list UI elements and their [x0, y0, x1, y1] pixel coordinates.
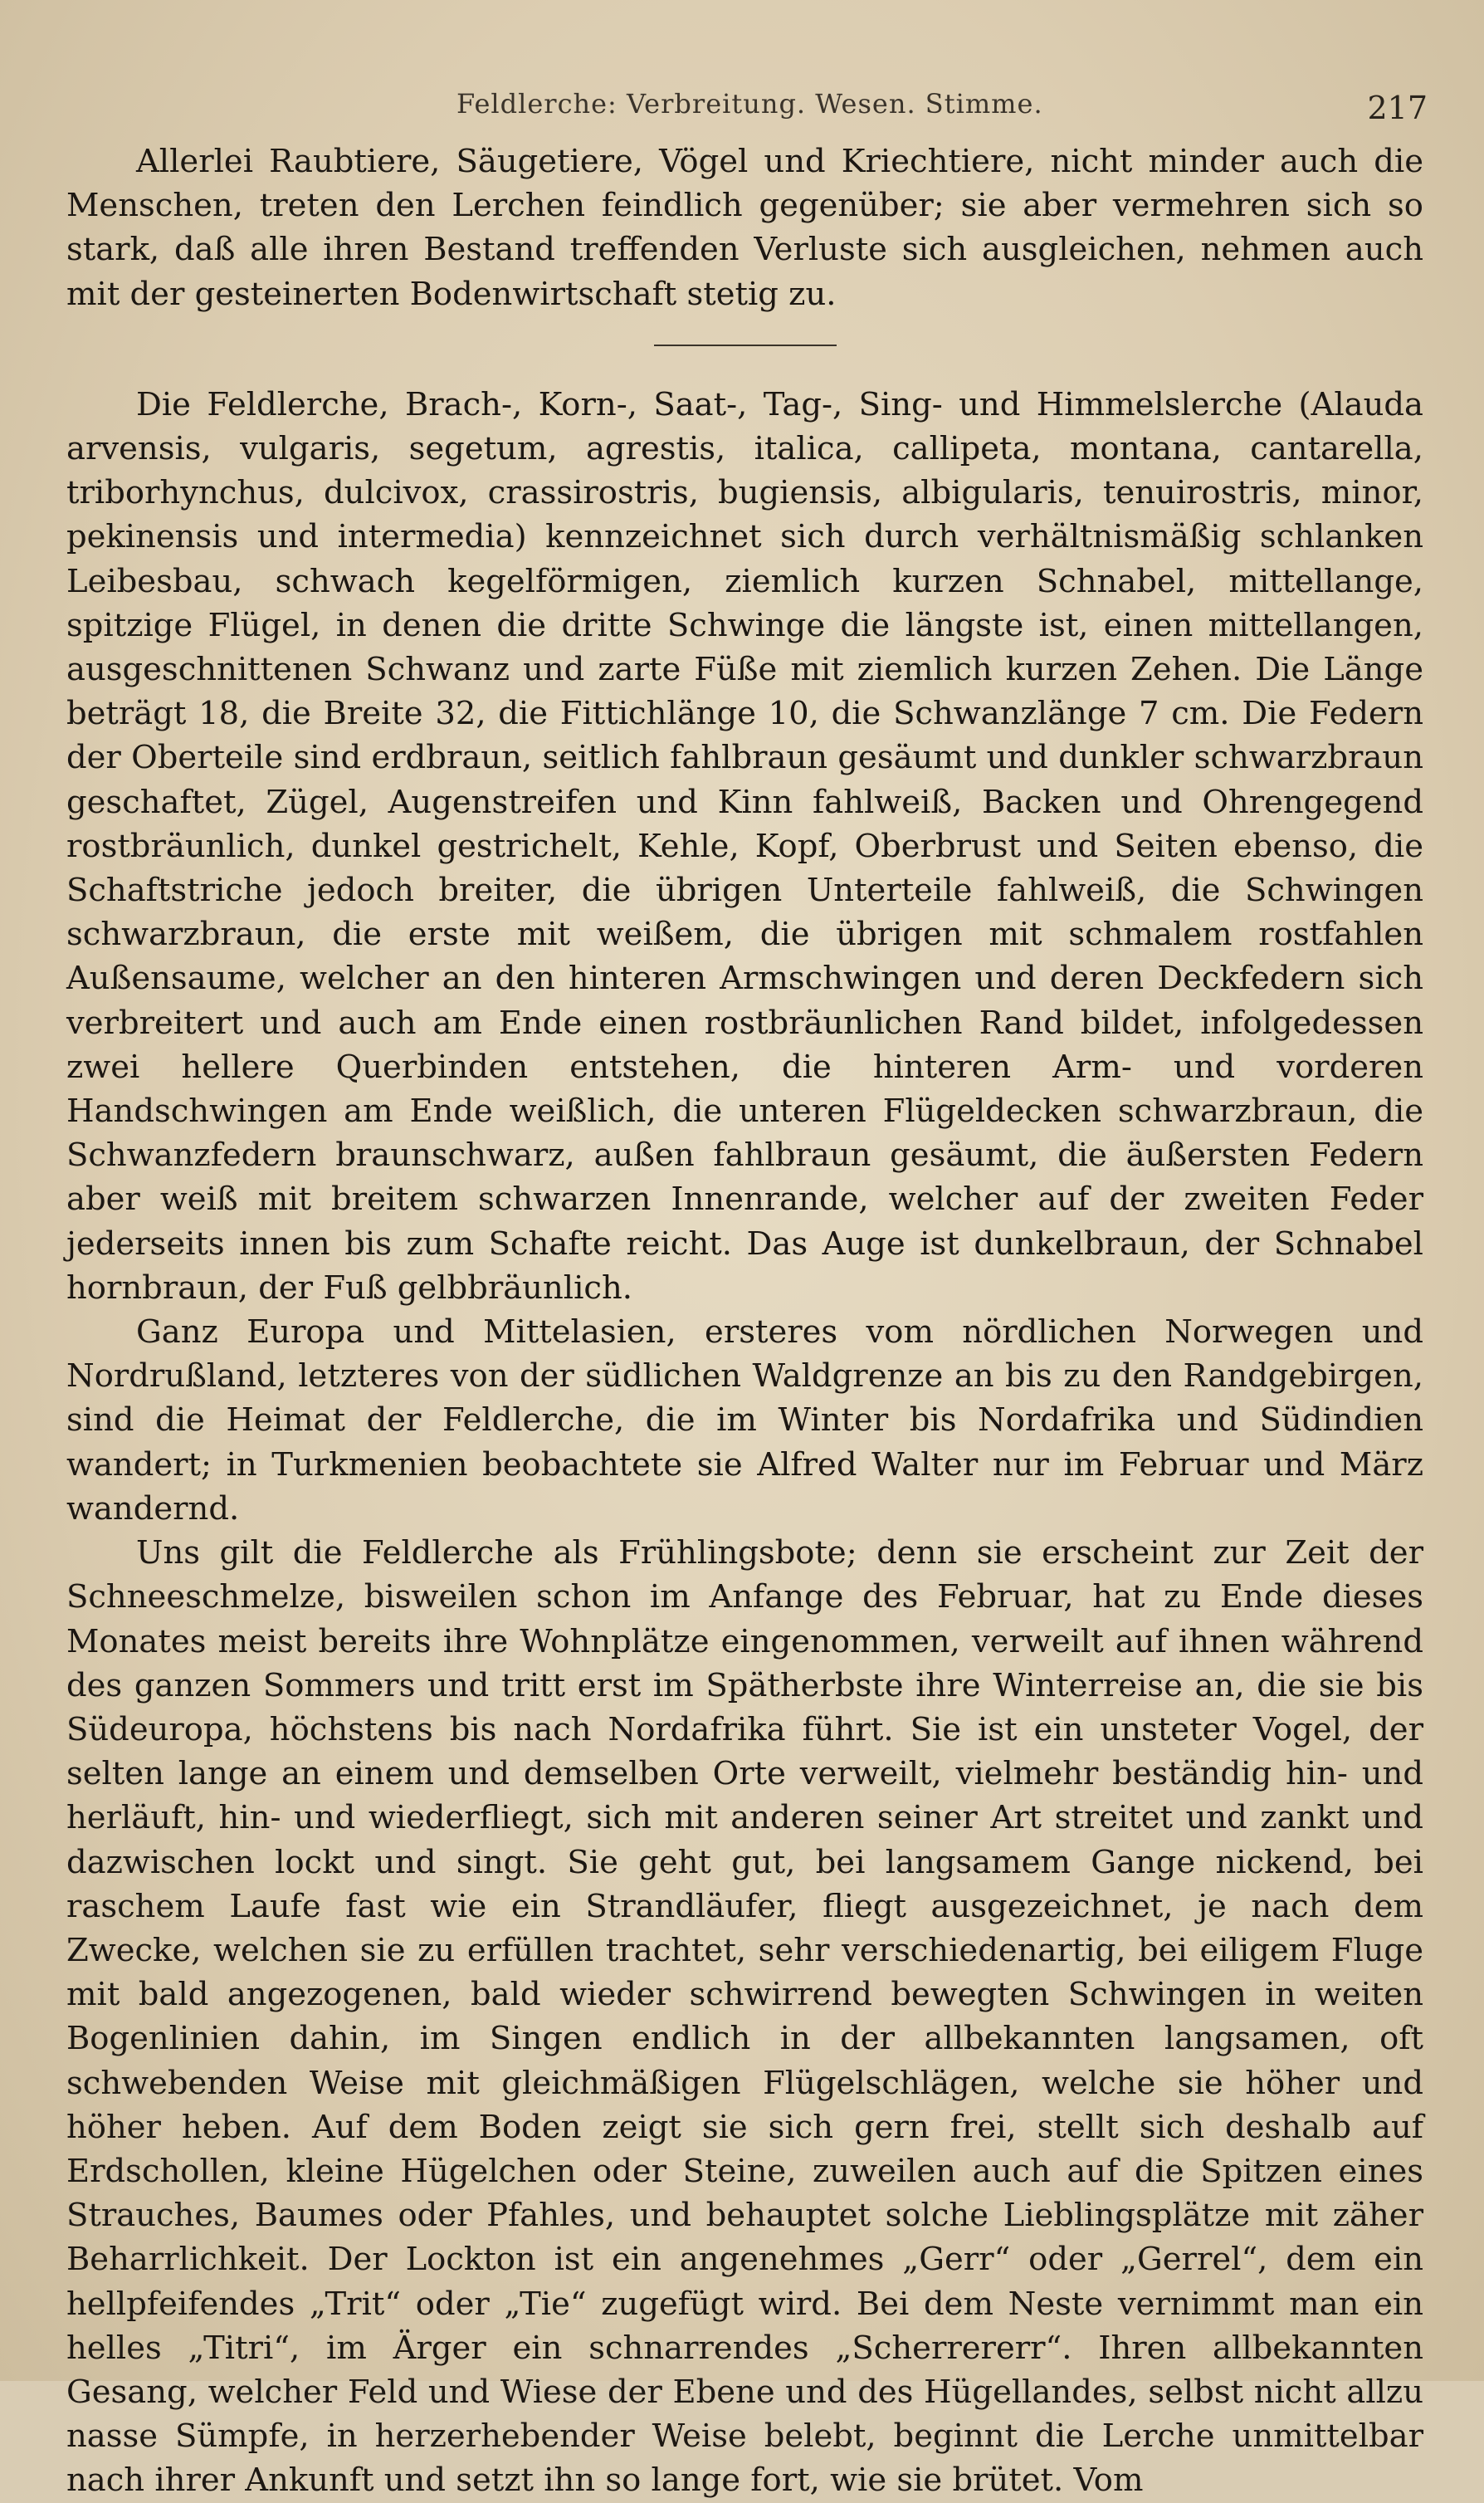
paragraph-predators: Allerlei Raubtiere, Säugetiere, Vögel und Kriechtiere, nicht minder auch die Menschen, treten den Lerchen feindlich gegenüber; sie aber vermehren sich so stark, daß alle ihren Bestand treffenden Verluste sich ausgleichen, nehmen auch mit der gesteinerten Bodenwirtschaft stetig zu.	[66, 143, 1423, 313]
running-title: Feldlerche: Verbreitung. Wesen. Stimme.	[456, 88, 1043, 120]
body-text	[66, 139, 1423, 2503]
page-number: 217	[1367, 90, 1428, 126]
paragraph-distribution: Ganz Europa und Mittelasien, ersteres vom nördlichen Norwegen und Nordrußland, letzteres von der südlichen Waldgrenze an bis zu den Randgebirgen, sind die Heimat der Feldlerche, die im Winter bis Nordafrika und Südindien wandert; in Turkmenien beobachtete sie Alfred Walter nur im Februar und März wandernd.	[66, 1313, 1423, 1528]
paragraph-description: Die Feldlerche, Brach-, Korn-, Saat-, Tag-, Sing- und Himmelslerche (Alauda arvensis, vulgaris, segetum, agrestis, italica, callipeta, montana, cantarella, triborhynchus, dulcivox, crassirostris, bugiensis, albigularis, tenuirostris, minor, pekinensis und intermedia) kennzeichnet sich durch verhältnismäßig schlanken Leibesbau, schwach kegelförmigen, ziemlich kurzen Schnabel, mittellange, spitzige Flügel, in denen die dritte Schwinge die längste ist, einen mittellangen, ausgeschnittenen Schwanz und zarte Füße mit ziemlich kurzen Zehen. Die Länge beträgt 18, die Breite 32, die Fittichlänge 10, die Schwanzlänge 7 cm. Die Federn der Oberteile sind erdbraun, seitlich fahlbraun gesäumt und dunkler schwarzbraun geschaftet, Zügel, Augenstreifen und Kinn fahlweiß, Backen und Ohrengegend rostbräunlich, dunkel gestrichelt, Kehle, Kopf, Oberbrust und Seiten ebenso, die Schaftstriche jedoch breiter, die übrigen Unterteile fahlweiß, die Schwingen schwarzbraun, die erste mit weißem, die übrigen mit schmalem rostfahlen Außensaume, welcher an den hinteren Armschwingen und deren Deckfedern sich verbreitert und auch am Ende einen rostbräunlichen Rand bildet, infolgedessen zwei hellere Querbinden entstehen, die hinteren Arm- und vorderen Handschwingen am Ende weißlich, die unteren Flügeldecken schwarzbraun, die Schwanzfedern braunschwarz, außen fahlbraun gesäumt, die äußersten Federn aber weiß mit breitem schwarzen Innenrande, welcher auf der zweiten Feder jederseits innen bis zum Schafte reicht. Das Auge ist dunkelbraun, der Schnabel hornbraun, der Fuß gelbbräunlich.	[66, 385, 1423, 1307]
paragraph-behaviour: Uns gilt die Feldlerche als Frühlingsbote; denn sie erscheint zur Zeit der Schneeschmelze, bisweilen schon im Anfange des Februar, hat zu Ende dieses Monates meist bereits ihre Wohnplätze eingenommen, verweilt auf ihnen während des ganzen Sommers und tritt erst im Spätherbste ihre Winterreise an, die sie bis Südeuropa, höchstens bis nach Nordafrika führt. Sie ist ein unsteter Vogel, der selten lange an einem und demselben Orte verweilt, vielmehr beständig hin- und herläuft, hin- und wiederfliegt, sich mit anderen seiner Art streitet und zankt und dazwischen lockt und singt. Sie geht gut, bei langsamem Gange nickend, bei raschem Laufe fast wie ein Strandläufer, fliegt ausgezeichnet, je nach dem Zwecke, welchen sie zu erfüllen trachtet, sehr verschiedenartig, bei eiligem Fluge mit bald angezogenen, bald wieder schwirrend bewegten Schwingen in weiten Bogenlinien dahin, im Singen endlich in der allbekannten langsamen, oft schwebenden Weise mit gleichmäßigen Flügelschlägen, welche sie höher und höher heben. Auf dem Boden zeigt sie sich gern frei, stellt sich deshalb auf Erdschollen, kleine Hügelchen oder Steine, zuweilen auch auf die Spitzen eines Strauches, Baumes oder Pfahles, und behauptet solche Lieblingsplätze mit zäher Beharrlichkeit. Der Lockton ist ein angenehmes „Gerr“ oder „Gerrel“, dem ein hellpfeifendes „Trit“ oder „Tie“ zugefügt wird. Bei dem Neste vernimmt man ein helles „Titri“, im Ärger ein schnarrendes „Scherrererr“. Ihren allbekannten Gesang, welcher Feld und Wiese der Ebene und des Hügellandes, selbst nicht allzu nasse Sümpfe, in herzerhebender Weise belebt, beginnt die Lerche unmittelbar nach ihrer Ankunft und setzt ihn so lange fort, wie sie brütet. Vom	[66, 1534, 1423, 2500]
running-head	[66, 83, 1428, 133]
section-separator	[654, 345, 837, 346]
